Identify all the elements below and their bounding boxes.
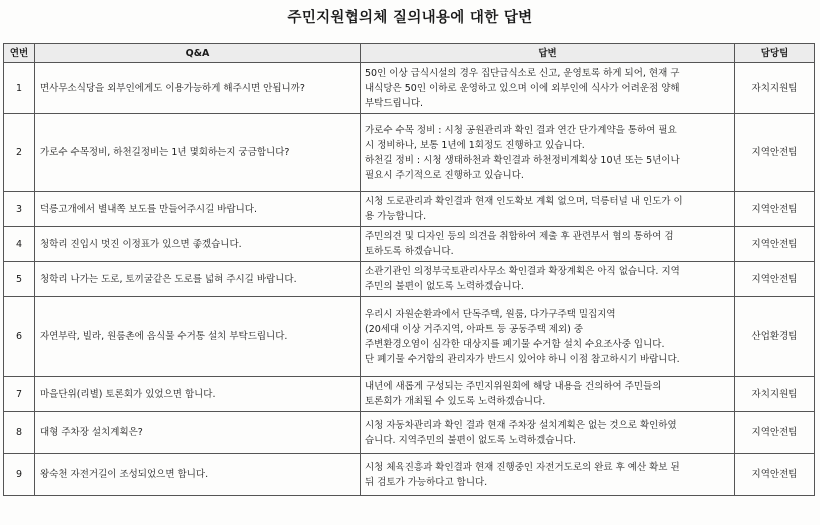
row-number: 7 bbox=[4, 377, 35, 412]
table-row bbox=[4, 297, 815, 377]
team-cell: 지역안전팀 bbox=[735, 454, 815, 496]
header-answer: 답변 bbox=[361, 44, 735, 63]
question-cell: 면사무소식당을 외부인에게도 이용가능하게 해주시면 안됩니까? bbox=[35, 63, 361, 114]
row-number: 2 bbox=[4, 114, 35, 192]
question-cell: 자연부락, 빌라, 원룸촌에 음식물 수거통 설치 부탁드립니다. bbox=[35, 297, 361, 377]
team-cell: 산업환경팀 bbox=[735, 297, 815, 377]
row-number: 3 bbox=[4, 192, 35, 227]
answer-cell bbox=[361, 114, 735, 192]
question-cell: 대형 주차장 설치계획은? bbox=[35, 412, 361, 454]
answer-cell bbox=[361, 227, 735, 262]
answer-line: 시 정비하나, 보통 1년에 1회정도 진행하고 있습니다. bbox=[365, 139, 585, 151]
team-cell: 지역안전팀 bbox=[735, 412, 815, 454]
answer-line: 시청 자동차관리과 확인 결과 현재 주차장 설치계획은 없는 것으로 확인하였 bbox=[365, 419, 677, 431]
answer-line: 주민의 불편이 없도록 노력하겠습니다. bbox=[365, 281, 524, 292]
qa-table bbox=[3, 43, 815, 496]
team-cell: 자치지원팀 bbox=[735, 377, 815, 412]
answer-line: 소관기관인 의정부국토관리사무소 확인결과 확장계획은 아직 없습니다. 지역 bbox=[365, 266, 680, 277]
question-cell: 마을단위(리별) 토론회가 있었으면 합니다. bbox=[35, 377, 361, 412]
answer-cell bbox=[361, 412, 735, 454]
answer-line: 단 폐기물 수거함의 관리자가 반드시 있어야 하니 이점 참고하시기 바랍니다. bbox=[365, 353, 680, 365]
answer-line: 가로수 수목 정비 : 시청 공원관리과 확인 결과 연간 단가계약을 통하여 필요 bbox=[365, 124, 677, 136]
answer-line: 하천길 정비 : 시청 생태하천과 확인결과 하천정비계획상 10년 또는 5년이나 bbox=[365, 154, 680, 166]
answer-cell bbox=[361, 63, 735, 114]
team-cell: 지역안전팀 bbox=[735, 262, 815, 297]
row-number: 9 bbox=[4, 454, 35, 496]
row-number: 1 bbox=[4, 63, 35, 114]
question-cell: 가로수 수목정비, 하천길정비는 1년 몇회하는지 궁금합니다? bbox=[35, 114, 361, 192]
table-row bbox=[4, 114, 815, 192]
question-cell: 덕릉고개에서 별내쪽 보도를 만들어주시길 바랍니다. bbox=[35, 192, 361, 227]
team-cell: 지역안전팀 bbox=[735, 227, 815, 262]
table-row bbox=[4, 454, 815, 496]
table-row bbox=[4, 192, 815, 227]
answer-line: 50인 이상 급식시설의 경우 집단급식소로 신고, 운영토록 하게 되어, 현재 구 bbox=[365, 67, 680, 79]
answer-line: 우리시 자원순환과에서 단독주택, 원룸, 다가구주택 밀집지역 bbox=[365, 308, 616, 320]
answer-line: 내년에 새롭게 구성되는 주민지위원회에 해당 내용을 건의하여 주민들의 bbox=[365, 381, 662, 392]
team-cell: 지역안전팀 bbox=[735, 192, 815, 227]
header-qa: Q&A bbox=[35, 44, 361, 63]
answer-line: 주변환경오염이 심각한 대상지를 폐기물 수거함 설치 수요조사중 입니다. bbox=[365, 338, 665, 350]
answer-line: 토론회가 개최될 수 있도록 노력하겠습니다. bbox=[365, 396, 546, 407]
table-row bbox=[4, 412, 815, 454]
question-cell: 청학리 나가는 도로, 토끼굴같은 도로를 넓혀 주시길 바랍니다. bbox=[35, 262, 361, 297]
answer-line: (20세대 이상 거주지역, 아파트 등 공동주택 제외) 중 bbox=[365, 323, 584, 335]
answer-line: 내식당은 50인 이하로 운영하고 있으며 이에 외부인에 식사가 어려운점 양해 bbox=[365, 82, 680, 94]
answer-line: 습니다. 지역주민의 불편이 없도록 노력하겠습니다. bbox=[365, 434, 576, 446]
table-header-row bbox=[4, 44, 815, 63]
answer-cell bbox=[361, 377, 735, 412]
answer-line: 주민의견 및 디자인 등의 의견을 취합하여 제출 후 관련부서 협의 통하여 검 bbox=[365, 231, 674, 242]
table-row bbox=[4, 63, 815, 114]
row-number: 5 bbox=[4, 262, 35, 297]
row-number: 6 bbox=[4, 297, 35, 377]
document-title: 주민지원협의체 질의내용에 대한 답변 bbox=[287, 10, 533, 26]
answer-line: 토하도록 하겠습니다. bbox=[365, 246, 454, 257]
header-team: 담당팀 bbox=[735, 44, 815, 63]
answer-cell bbox=[361, 297, 735, 377]
answer-line: 용 가능합니다. bbox=[365, 211, 427, 222]
row-number: 8 bbox=[4, 412, 35, 454]
answer-line: 뒤 검토가 가능하다고 합니다. bbox=[365, 476, 488, 488]
table-row bbox=[4, 227, 815, 262]
answer-cell bbox=[361, 192, 735, 227]
team-cell: 자치지원팀 bbox=[735, 63, 815, 114]
row-number: 4 bbox=[4, 227, 35, 262]
answer-line: 시청 도로관리과 확인결과 현재 인도확보 계획 없으며, 덕릉터널 내 인도가 이 bbox=[365, 196, 683, 207]
table-row bbox=[4, 377, 815, 412]
answer-line: 필요시 주기적으로 진행하고 있습니다. bbox=[365, 169, 524, 181]
answer-line: 시청 체육진흥과 확인결과 현재 진행중인 자전거도로의 완료 후 예산 확보 된 bbox=[365, 461, 680, 473]
table-row bbox=[4, 262, 815, 297]
header-no: 연번 bbox=[4, 44, 35, 63]
answer-cell bbox=[361, 454, 735, 496]
answer-cell bbox=[361, 262, 735, 297]
question-cell: 왕숙천 자전거길이 조성되었으면 합니다. bbox=[35, 454, 361, 496]
question-cell: 청학리 진입시 멋진 이정표가 있으면 좋겠습니다. bbox=[35, 227, 361, 262]
answer-line: 부탁드립니다. bbox=[365, 97, 424, 109]
team-cell: 지역안전팀 bbox=[735, 114, 815, 192]
